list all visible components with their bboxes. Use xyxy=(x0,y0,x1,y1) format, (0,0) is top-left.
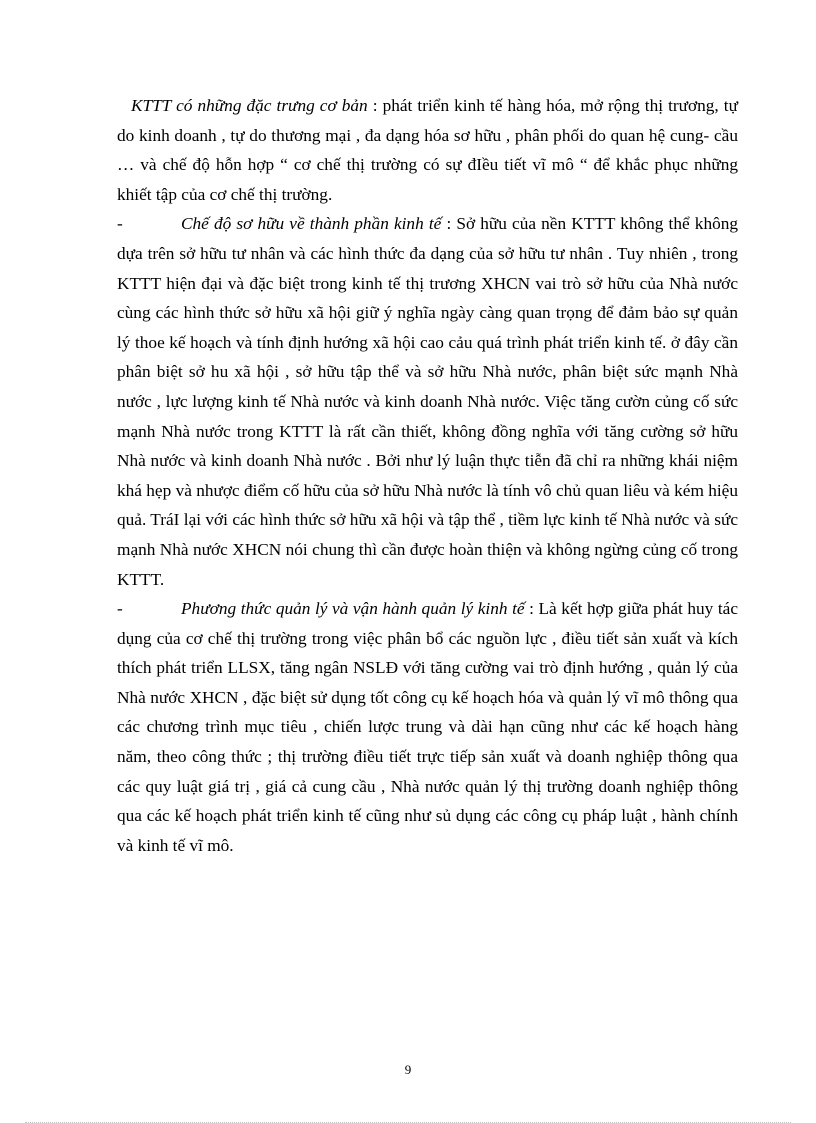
paragraph-lead: KTTT có những đặc trưng cơ bản xyxy=(131,96,368,115)
paragraph-body: : Là kết hợp giữa phát huy tác dụng của cơ chế thị trường trong việc phân bổ các nguồn lực , điều tiết sản xuất và kích thích phát triển LLSX, tăng ngân NSLĐ với tăng cường vai trò định hướng , quản lý của Nhà nước XHCN , đặc biệt sử dụng tốt công cụ kế hoạch hóa và quản lý vĩ mô thông qua các chương trình mục tiêu , chiến lược trung và dài hạn cũng như các kế hoạch hàng năm, theo công thức ; thị trường điều tiết trực tiếp sản xuất và doanh nghiệp thông qua các quy luật giá trị , giá cả cung cầu , Nhà nước quản lý thị trường doanh nghiệp thông qua các kế hoạch phát triển kinh tế cũng như sủ dụng các công cụ pháp luật , hành chính và kinh tế vĩ mô. xyxy=(117,599,739,855)
paragraph-body: : phát triển kinh tế hàng hóa, mở rộng thị trương, tự do kinh doanh , tự do thương mại , đa dạng hóa sơ hữu , phân phối do quan hệ cung- cầu … và chế độ hỗn hợp “ cơ chế thị trường có sự đIều tiết vĩ mô “ để khắc phục những khiết tập của cơ chế thị trường. xyxy=(117,96,738,204)
paragraph-body: : Sở hữu của nền KTTT không thể không dựa trên sở hữu tư nhân và các hình thức đa dạng của sở hữu tư nhân . Tuy nhiên , trong KTTT hiện đại và đặc biệt trong kinh tế thị trương XHCN vai trò sở hữu của Nhà nước cùng các hình thức sở hữu xã hội giữ ý nghĩa ngày càng quan trọng để đảm bảo sự quản lý thoe kế hoạch và tính định hướng xã hội cao cảu quá trình phát triển kinh tế. ở đây cần phân biệt sở hu xã hội , sở hữu tập thể và sở hữu Nhà nước, phân biệt sức mạnh Nhà nước , lực lượng kinh tế Nhà nước và kinh doanh Nhà nước. Việc tăng cườn củng cố sức mạnh Nhà nước trong KTTT là rất cần thiết, không đồng nghĩa với tăng cường sở hữu Nhà nước và kinh doanh Nhà nước . Bởi như lý luận thực tiễn đã chỉ ra những khái niệm khá hẹp và nhược điểm cố hữu của sở hữu Nhà nước là tính vô chủ quan liêu và kém hiệu quả. TráI lại với các hình thức sở hữu xã hội và tập thể , tiềm lực kinh tế Nhà nước và sức mạnh Nhà nước XHCN nói chung thì cần được hoàn thiện và không ngừng củng cố trong KTTT. xyxy=(117,214,739,589)
bullet-dash: - xyxy=(117,214,123,234)
body-text xyxy=(117,91,738,860)
paragraph-lead: Chế độ sơ hữu về thành phần kinh tế xyxy=(181,214,442,234)
paragraph-lead: Phương thức quản lý và vận hành quản lý kinh tế xyxy=(181,599,525,619)
page-number: 9 xyxy=(404,1062,412,1077)
bullet-dash: - xyxy=(117,599,123,619)
paragraph-characteristics xyxy=(117,91,738,209)
paragraph-management xyxy=(117,594,738,860)
paragraph-ownership xyxy=(117,209,738,594)
